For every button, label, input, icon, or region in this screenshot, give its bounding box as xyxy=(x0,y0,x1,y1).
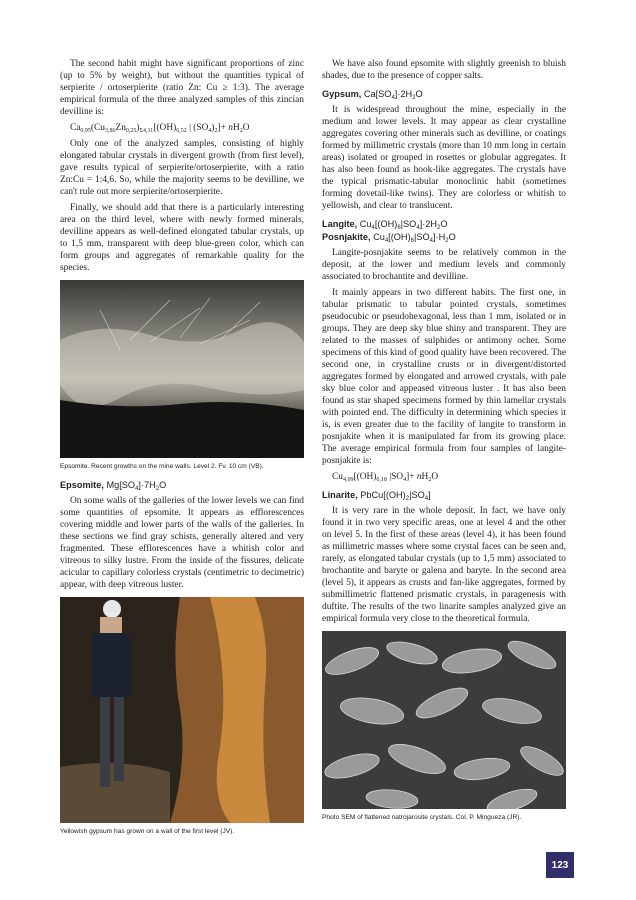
langite-heading: Langite, $Cu_4[(OH)_6|SO_4]\cdot 2H_2O$ xyxy=(322,219,448,231)
epsomite-heading: Epsomite, $Mg[SO_4]\cdot 7H_2O$ xyxy=(60,480,167,492)
left-column xyxy=(60,58,304,844)
gypsum-photo xyxy=(60,597,304,823)
devilline-formula: $Ca_{0,95}(Cu_{3,86}Zn_{0,25})_{\Sigma 4,11}[(OH)_{6,52}$ | $(SO_4)_2]+ nH_2O$ xyxy=(70,123,250,134)
posnjakite-heading: Posnjakite, $Cu_4[(OH)_6|SO_4]\cdot H_2O$ xyxy=(322,232,456,244)
sem-photo xyxy=(322,631,566,809)
page-number: 123 xyxy=(546,852,574,878)
gypsum-heading: Gypsum, $Ca[SO_4]\cdot 2H_2O$ xyxy=(322,89,423,101)
paragraph: It is very rare in the whole deposit. In fact, we have only found it in two very specific areas, one at level 4 and the other on level 5. In the first of these areas (level 4), it has been found as millimetric masses where some crystal faces can be seen and, rarely, as elongated tabular crystals (up to 1,5 mm) associated to brochantite and baryte or galena and baryte. In the second area (level 5), it appears as crusts and fan-like aggregates, formed by submillimetric flattened prismatic crystals, in paragenesis with duftite. The results of the two linarite samples analyzed give an empirical formula very close to the theoretical formula. xyxy=(322,506,566,624)
langite-formula: $Cu_{4,09}[(OH)_{6,18}$ $|SO_4]+ nH_2O$ xyxy=(332,472,439,483)
photo-caption: Epsomite. Recent growths on the mine walls. Level 2. Fv. 10 cm (VB). xyxy=(60,463,264,470)
paragraph: It mainly appears in two different habits. The first one, in tabular prismatic to tabular pointed crystals, sometimes pseudocubic or pseudohexagonal, less than 1 mm, isolated or in groups. They are deep sky blue shiny and transparent. They are related to the masses of sulphides or antimony ocher. Some specimens of this kind of good quality have been recovered. The second one, in crystalline crusts or in divergent/distorted aggregates formed by elongated and arrowed crystals, with pale sky blue color and appeased vitreous luster . It has also been found as star shaped specimens formed by thin lamellar crystals with pointed end. The difficulty in determining which species it is, is even greater due to the facility of langite to transform in posnjakite when it is manipulated far from its growing place. The average empirical formula from four samples of langite-posnjakite is: xyxy=(322,288,566,466)
linarite-heading: Linarite, $PbCu[(OH)_2|SO_4]$ xyxy=(322,490,431,502)
paragraph: It is widespread throughout the mine, especially in the medium and lower levels. It may appear as clear crystalline aggregates covering other minerals such as devilline, or coatings formed by millimetric crystals (more than 10 mm long in certain areas) isolated or grouped in rosettes or globular aggregates. It has also been found as hook-like aggregates. The crystals have the typical prismatic-tabular monoclinic habit (sometimes forming dovetail-like twins). They are colorless or whitish to yellowish, and clear to translucent. xyxy=(322,105,566,211)
photo-caption: Photo SEM of flattened natrojarosite crystals. Col. P. Mingueza (JR). xyxy=(322,814,522,821)
paragraph: The second habit might have significant proportions of zinc (up to 5% by weight), but without the quantities typical of serpierite / ortoserpierite (ratio Zn: Cu ≥ 1:3). The average empirical formula of the three analyzed samples of this zincian devilline is: xyxy=(60,59,304,117)
photo-caption: Yellowish gypsum has grown on a wall of the first level (JV). xyxy=(60,828,235,835)
epsomite-photo xyxy=(60,280,304,458)
paragraph: Langite-posnjakite seems to be relatively common in the deposit, at the lower and medium levels and commonly associated to brochantite and devilline. xyxy=(322,248,566,282)
paragraph: Finally, we should add that there is a particularly interesting area on the third level, where with newly formed minerals, devilline appears as well-defined elongated tabular crystals, up to 1,5 mm, transparent with deep blue-green color, which can form groups and aggregates of remarkable quality for the species. xyxy=(60,203,304,273)
paragraph: We have also found epsomite with slightly greenish to bluish shades, due to the presence of copper salts. xyxy=(322,59,566,81)
paragraph: Only one of the analyzed samples, consisting of highly elongated tabular crystals in divergent growth (from first level), gave results typical of serpierite/ortoserpierite, with a ratio Zn:Cu = 1:4,6. So, while the majority seems to be devilline, we can't rule out more serpierite/ortoserpierite. xyxy=(60,139,304,197)
right-column xyxy=(322,58,566,830)
paragraph: On some walls of the galleries of the lower levels we can find some quantities of epsomite. It appears as efflorescences covering middle and lower parts of the walls of the galleries. In these sections we find gray schists, generally altered and very fragmented. These efflorescences have a whitish color and vitreous to silky lustre. From the inside of the fissures, delicate acicular to capillary colorless crystals (centimetric to decimetric) appear, with deep vitreous luster. xyxy=(60,496,304,590)
